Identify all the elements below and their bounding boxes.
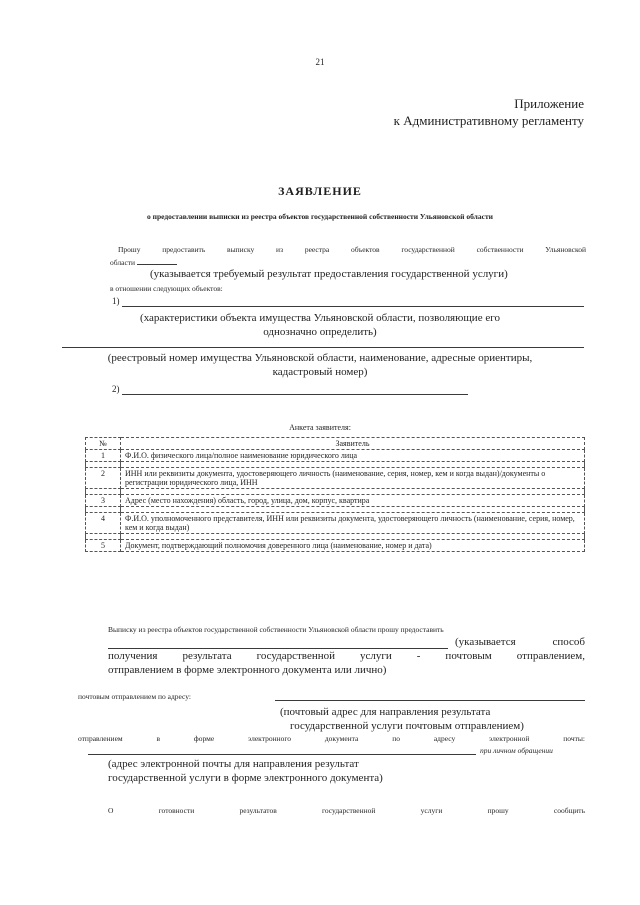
request-line-2 [110,256,177,267]
item-1-line[interactable] [122,306,584,307]
item-2-line[interactable] [122,394,468,395]
delivery-hint-line-3: получения результата государственной услуги - почтовым отправлением, [108,650,585,662]
delivery-method-line[interactable] [108,648,448,649]
table-row[interactable] [86,468,585,489]
document-subtitle: о предоставлении выписки из реестра объектов государственной собственности Ульяновской области [147,212,493,221]
row-num: 2 [86,468,121,489]
item-2-label: 2) [112,384,120,394]
header-num: № [86,438,121,450]
postal-hint-line-1: (почтовый адрес для направления результата [280,706,491,718]
electronic-label: отправлением в форме электронного документа по адресу электронной почты: [78,734,585,743]
registry-hint-line-2: кадастровый номер) [272,366,368,378]
row-text: Документ, подтверждающий полномочия доверенного лица (наименование, номер и дата) [121,540,585,552]
questionnaire-title: Анкета заявителя: [289,423,351,432]
row-num: 4 [86,513,121,534]
table-row[interactable] [86,495,585,507]
readiness-line: О готовности результатов государственной услуги прошу сообщить [108,806,585,815]
objects-label: в отношении следующих объектов: [110,284,223,293]
document-title: ЗАЯВЛЕНИЕ [278,184,362,198]
header-applicant: Заявитель [121,438,585,450]
table-row[interactable] [86,540,585,552]
delivery-hint-line-4: отправлением в форме электронного документа или лично) [108,664,387,676]
table-header-row [86,438,585,450]
row-text: ИНН или реквизиты документа, удостоверяющего личность (наименование, серия, номер, кем и когда выдан)/документы о регистрации юридического лица, ИНН [121,468,585,489]
registry-line[interactable] [62,347,584,348]
appendix-label [394,95,584,129]
row-num: 3 [86,495,121,507]
item-1-label: 1) [112,296,120,306]
appendix-line-1: Приложение [514,96,584,111]
row-text: Адрес (место нахождения) область, город, улица, дом, корпус, квартира [121,495,585,507]
object-hint-line-2: однозначно определить) [263,326,377,338]
postal-address-line[interactable] [275,700,585,701]
email-hint-line-2: государственной услуги в форме электронного документа) [108,772,383,784]
table-row[interactable] [86,450,585,462]
request-line-1: Прошу предоставить выписку из реестра объектов государственной собственности Ульяновской [118,245,586,254]
postal-hint-line-2: государственной услуги почтовым отправлением) [290,720,524,732]
postal-label: почтовым отправлением по адресу: [78,692,191,701]
registry-hint-line-1: (реестровый номер имущества Ульяновской области, наименование, адресные ориентиры, [107,352,533,364]
row-text: Ф.И.О. физического лица/полное наименование юридического лица [121,450,585,462]
questionnaire-table [85,437,585,552]
email-hint-line-1: (адрес электронной почты для направления результат [108,758,359,770]
result-blank-line[interactable] [137,256,177,265]
row-num: 1 [86,450,121,462]
row-num: 5 [86,540,121,552]
delivery-hint-line-2: (указывается способ [455,636,585,648]
result-hint: (указывается требуемый результат предоставления государственной услуги) [150,268,508,280]
email-address-line[interactable] [88,754,476,755]
request-line-2-text: области [110,258,136,267]
row-text: Ф.И.О. уполномоченного представителя, ИНН или реквизиты документа, удостоверяющего личность (наименование, серия, номер, кем и когда выдан) [121,513,585,534]
appendix-line-2: к Административному регламенту [393,113,584,128]
page-number: 21 [315,57,325,67]
delivery-line-1: Выписку из реестра объектов государственной собственности Ульяновской области прошу предоставить [108,625,444,634]
in-person-label: при личном обращении [480,746,553,755]
object-hint-line-1: (характеристики объекта имущества Ульяновской области, позволяющие его [140,312,500,324]
table-row[interactable] [86,513,585,534]
